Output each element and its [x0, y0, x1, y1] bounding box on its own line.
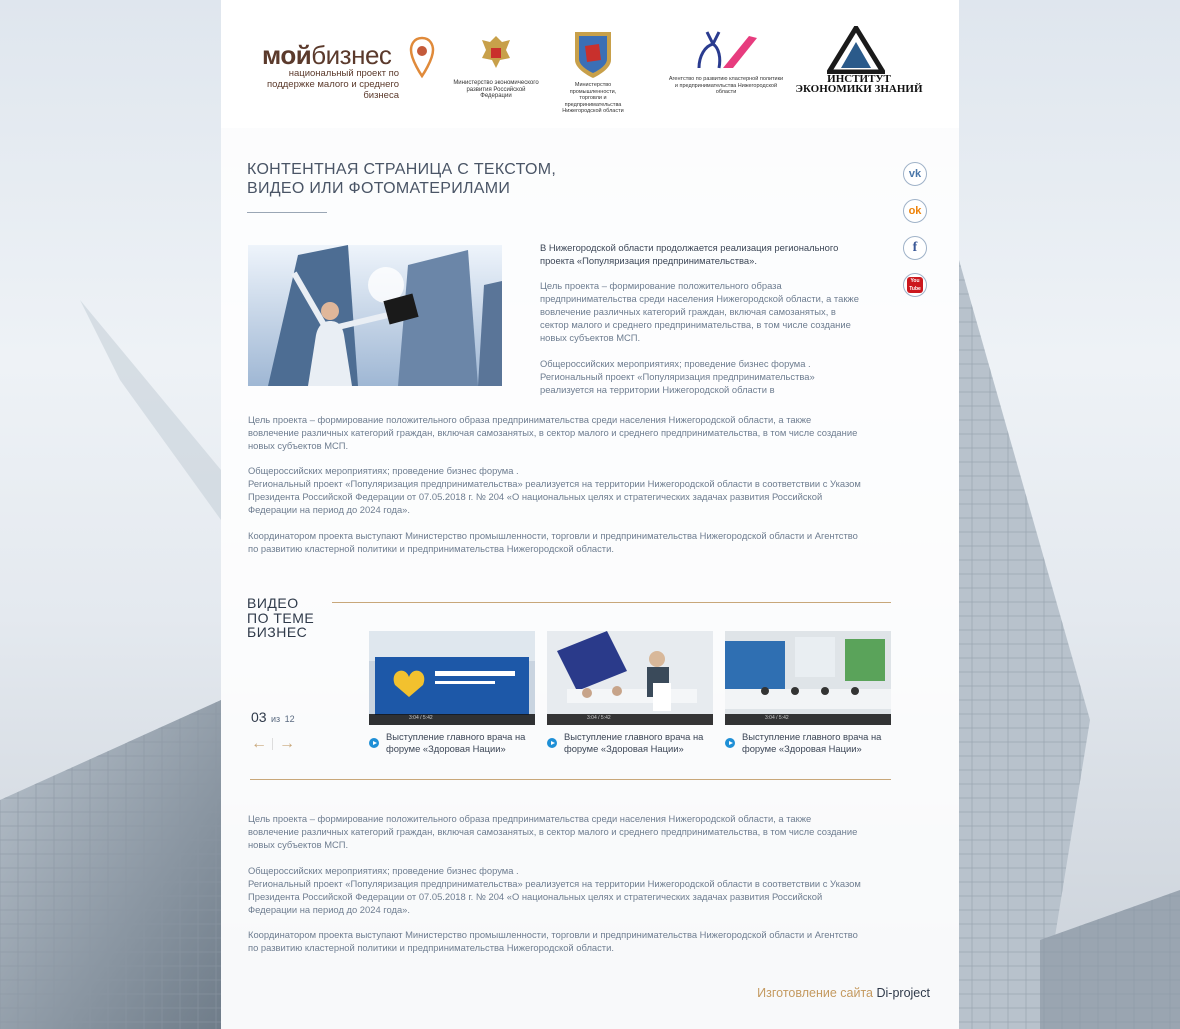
footer-credit[interactable]: Изготовление сайта Di-project — [757, 986, 930, 1000]
nizhny-novgorod-coat-of-arms-icon — [569, 26, 617, 80]
body2-paragraph-1: Цель проекта – формирование положительного образа предпринимательства среди населения Нижегородской области, а также вовлечение различных категорий граждан, включая самозанятых, в сектор малого и среднего предпринимательства, в том числе создание новых субъектов МСП. — [248, 813, 858, 850]
triangle-logo-icon — [827, 26, 885, 74]
video-1-preview-image — [369, 631, 535, 725]
youtube-icon[interactable]: You Tube — [903, 273, 927, 297]
play-icon[interactable] — [369, 738, 379, 748]
video-caption[interactable]: Выступление главного врача на форуме «Здоровая Нации» — [386, 731, 526, 754]
moybiznes-logo[interactable]: мойбизнес национальный проект по поддержке малого и среднего бизнеса — [221, 0, 441, 128]
video-section-bottom-rule — [250, 779, 891, 780]
video-section-title: ВИДЕО ПО ТЕМЕ БИЗНЕС — [247, 595, 315, 640]
body2-paragraph-3: Координатором проекта выступают Министерство промышленности, торговли и предпринимательства Нижегородской области и Агентство по развитию кластерной политики и предпринимательства Нижегородской области. — [248, 929, 858, 953]
location-pin-icon — [409, 36, 435, 86]
video-thumbnail[interactable] — [547, 631, 713, 725]
ministry-economy-logo[interactable]: Министерство экономического развития Российской Федерации — [451, 30, 541, 100]
play-icon[interactable] — [725, 738, 735, 748]
odnoklassniki-icon[interactable]: ok — [903, 199, 927, 223]
intro-paragraph-1: Цель проекта – формирование положительного образа предпринимательства среди населения Нижегородской области, а также вовлечение различных категорий граждан, включая самозанятых, в сектор малого и среднего предпринимательства, в том числе создание новых субъектов МСП. — [540, 280, 859, 343]
video-time: 3:04 / 5:42 — [409, 715, 433, 721]
russian-eagle-emblem-icon — [478, 32, 514, 72]
deer-logo-icon — [693, 28, 759, 72]
video-counter: 03 из 12 — [251, 709, 295, 725]
video-controls[interactable] — [725, 714, 891, 725]
video-controls[interactable] — [369, 714, 535, 725]
video-section-top-rule — [332, 602, 891, 603]
video-2-preview-image — [547, 631, 713, 725]
body1-paragraph-1: Цель проекта – формирование положительного образа предпринимательства среди населения Нижегородской области, а также вовлечение различных категорий граждан, включая самозанятых, в сектор малого и среднего предпринимательства, в том числе создание новых субъектов МСП. — [248, 414, 858, 451]
play-icon[interactable] — [547, 738, 557, 748]
ministry-region-logo[interactable]: Министерство промышленности, торговли и предпринимательства Нижегородской области — [563, 26, 623, 126]
intro-paragraph-2: Общероссийских мероприятиях; проведение бизнес форума . Региональный проект «Популяризация предпринимательства» реализуется на территории Нижегородской области в — [540, 358, 815, 395]
vk-icon[interactable]: vk — [903, 162, 927, 186]
video-caption[interactable]: Выступление главного врача на форуме «Здоровая Нации» — [564, 731, 704, 754]
video-3-preview-image — [725, 631, 891, 725]
businessman-hero-image — [248, 245, 502, 386]
next-arrow-button[interactable]: → — [279, 735, 295, 752]
main-content-panel — [221, 0, 959, 1029]
prev-arrow-button[interactable]: ← — [251, 735, 267, 752]
intro-lead: В Нижегородской области продолжается реализация регионального проекта «Популяризация предпринимательства». — [540, 242, 839, 266]
facebook-icon[interactable]: f — [903, 236, 927, 260]
body2-paragraph-2b: Региональный проект «Популяризация предпринимательства» реализуется на территории Нижегородской области в соответствии с Указом Президента Российской Федерации от 07.05.2018 г. № 204 «О национальных целях и стратегических задачах развития Российской Федерации на период до 2024 года». — [248, 878, 861, 915]
arrow-separator — [272, 738, 273, 750]
video-caption[interactable]: Выступление главного врача на форуме «Здоровая Нации» — [742, 731, 882, 754]
video-time: 3:04 / 5:42 — [765, 715, 789, 721]
partner-logos-bar: мойбизнес национальный проект по поддержке малого и среднего бизнеса Министерство экономического развития Российской Федерации Министерство промышленности, торговли и предпринимательства Нижегородской области Агентство по развитию кластерной политики и предпринимательства Нижегородской области ИНСТИТУТ ЭКОНОМИКИ ЗНАНИЙ — [221, 0, 959, 128]
body1-paragraph-3: Координатором проекта выступают Министерство промышленности, торговли и предпринимательства Нижегородской области и Агентство по развитию кластерной политики и предпринимательства Нижегородской области. — [248, 530, 858, 554]
video-time: 3:04 / 5:42 — [587, 715, 611, 721]
page-title: КОНТЕНТНАЯ СТРАНИЦА С ТЕКСТОМ, ВИДЕО ИЛИ ФОТОМАТЕРИЛАМИ — [247, 161, 557, 197]
body1-paragraph-2b: Региональный проект «Популяризация предпринимательства» реализуется на территории Нижегородской области в соответствии с Указом Президента Российской Федерации от 07.05.2018 г. № 204 «О национальных целях и стратегических задачах развития Российской Федерации на период до 2024 года». — [248, 478, 861, 515]
video-thumbnail[interactable] — [369, 631, 535, 725]
title-underline — [247, 212, 327, 213]
body2-paragraph-2a: Общероссийских мероприятиях; проведение бизнес форума . — [248, 865, 519, 876]
agency-logo[interactable]: Агентство по развитию кластерной политики и предпринимательства Нижегородской области — [667, 28, 785, 98]
video-thumbnail[interactable] — [725, 631, 891, 725]
video-controls[interactable] — [547, 714, 713, 725]
body1-paragraph-2a: Общероссийских мероприятиях; проведение бизнес форума . — [248, 465, 519, 476]
